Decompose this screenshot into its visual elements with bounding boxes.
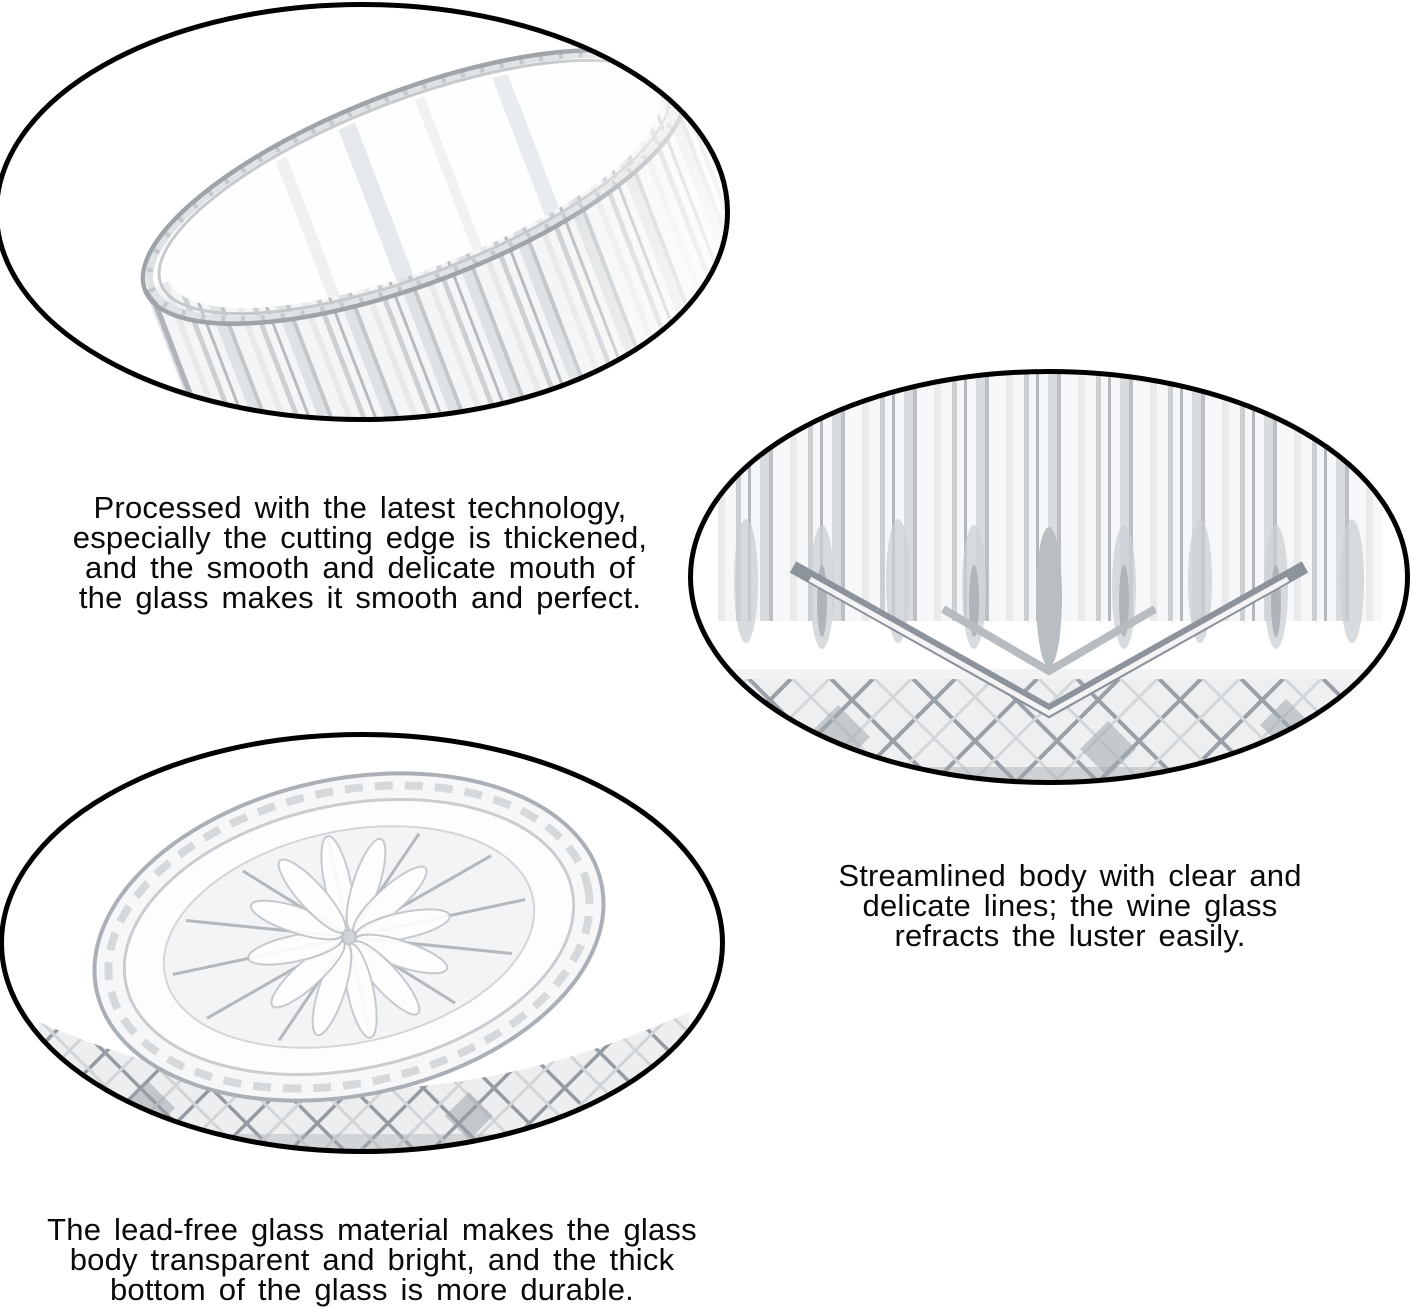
caption-line: the glass makes it smooth and perfect. (78, 580, 642, 615)
caption-line: delicate lines; the wine glass (862, 888, 1278, 923)
glass-bottom-closeup-photo (0, 732, 725, 1154)
glass-rim-closeup-photo (0, 2, 730, 422)
caption-line: Streamlined body with clear and (838, 858, 1302, 893)
caption-line: especially the cutting edge is thickened, (72, 520, 648, 555)
caption-line: Processed with the latest technology, (93, 490, 627, 525)
caption-line: and the smooth and delicate mouth of (85, 550, 635, 585)
glass-body-closeup-photo (688, 369, 1410, 785)
caption-bottom (22, 1212, 722, 1307)
caption-line: body transparent and bright, and the thick (69, 1242, 675, 1277)
caption-rim (20, 490, 700, 615)
caption-body (770, 858, 1370, 953)
caption-line: The lead-free glass material makes the glass (47, 1212, 697, 1247)
caption-line: bottom of the glass is more durable. (109, 1272, 634, 1307)
caption-line: refracts the luster easily. (894, 918, 1246, 953)
